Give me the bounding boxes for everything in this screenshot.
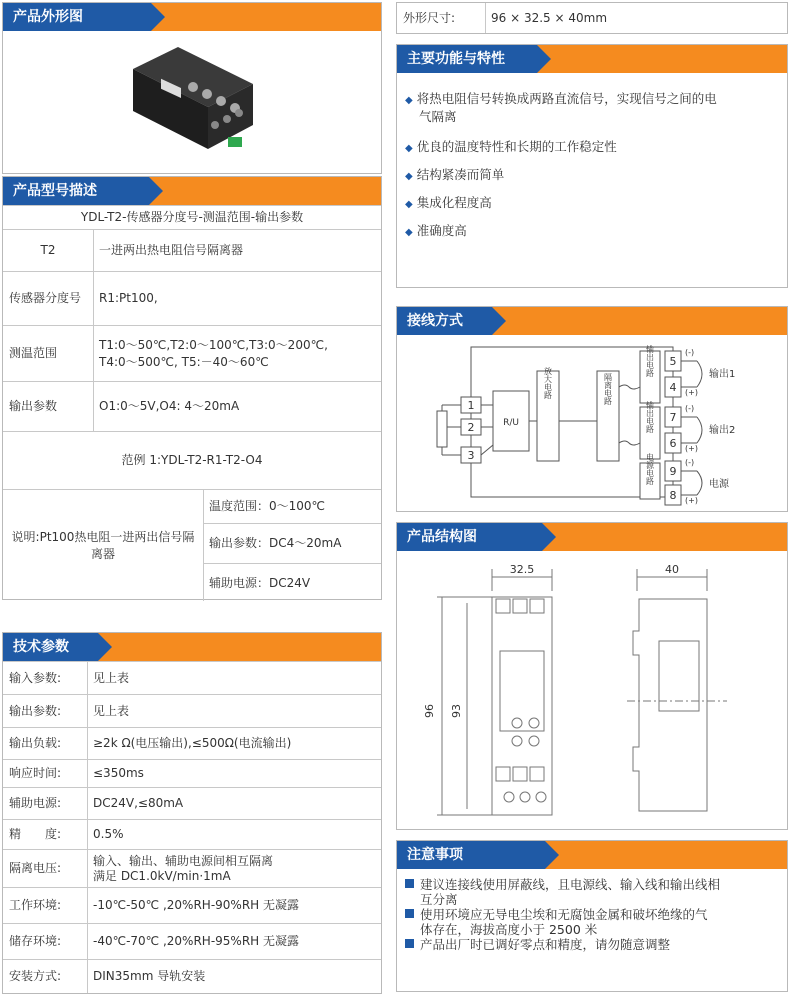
appearance-header	[3, 3, 381, 31]
tech-value: -10℃-50℃ ,20%RH-90%RH 无凝露	[93, 898, 299, 912]
tech-value: DC24V,≤80mA	[93, 796, 184, 810]
note-item: 温度范围：0～100℃	[203, 490, 381, 524]
tech-label: 工作环境:	[9, 898, 62, 912]
tech-label: 响应时间:	[9, 766, 62, 780]
feature-item: ◆ 将热电阻信号转换成两路直流信号，实现信号之间的电	[405, 91, 717, 106]
tech-row	[3, 923, 381, 959]
terminal-8: 8	[669, 489, 677, 502]
note-item-cont: 体存在，海拔高度小于 2500 米	[420, 922, 598, 937]
depth-dim: 40	[665, 563, 679, 576]
model-row-label: 测温范围	[9, 346, 58, 360]
model-row	[3, 271, 381, 325]
diamond-bullet-icon: ◆	[405, 171, 413, 182]
tech-label: 隔离电压:	[9, 861, 62, 875]
range-line-2: T4:0～500℃, T5:－40～60℃	[99, 354, 269, 369]
tech-value	[87, 850, 381, 887]
model-row-value: 一进两出热电阻信号隔离器	[99, 243, 244, 257]
model-panel	[2, 176, 382, 600]
minus-label: (-)	[685, 458, 695, 467]
model-row	[3, 325, 381, 381]
size-panel	[396, 2, 788, 34]
tech-label: 储存环境:	[9, 934, 62, 948]
terminal-1: 1	[467, 399, 475, 412]
note-row	[3, 489, 381, 601]
model-title: 产品型号描述	[3, 177, 149, 205]
example-row	[3, 431, 381, 489]
feature-item: ◆ 集成化程度高	[405, 195, 492, 210]
square-bullet-icon	[405, 879, 414, 888]
tech-value: 见上表	[93, 703, 130, 718]
model-code-row	[3, 205, 381, 229]
product-photo	[123, 39, 263, 155]
width-dim: 32.5	[509, 563, 535, 576]
minus-label: (-)	[685, 348, 695, 357]
model-row	[3, 229, 381, 271]
plus-label: (+)	[685, 496, 698, 505]
iso-line-1: 输入、输出、辅助电源间相互隔离	[93, 853, 274, 868]
terminal-7: 7	[669, 411, 677, 424]
square-bullet-icon	[405, 909, 414, 918]
appearance-panel	[2, 2, 382, 174]
note-item: 使用环境应无导电尘埃和无腐蚀金属和破坏绝缘的气	[405, 907, 781, 922]
tech-label: 安装方式:	[9, 969, 62, 983]
structure-panel	[396, 522, 788, 830]
note-item: 建议连接线使用屏蔽线，且电源线、输入线和输出线相	[405, 877, 781, 892]
plus-label: (+)	[685, 444, 698, 453]
terminal-5: 5	[669, 355, 677, 368]
tech-value: 见上表	[93, 670, 130, 685]
structure-title: 产品结构图	[397, 523, 542, 551]
structure-header	[397, 523, 787, 551]
tech-panel	[2, 632, 382, 994]
model-row-value: R1:Pt100,	[99, 291, 158, 305]
ru-block: R/U	[503, 418, 519, 428]
model-row	[3, 381, 381, 431]
note-item: 辅助电源：DC24V	[209, 575, 311, 590]
iso-block: 隔离电路	[603, 373, 613, 405]
terminal-6: 6	[669, 437, 677, 450]
out2-block: 输出电路	[645, 401, 655, 433]
feature-item: ◆ 结构紧凑而简单	[405, 167, 505, 182]
tech-title: 技术参数	[3, 633, 98, 661]
tech-label: 辅助电源:	[9, 796, 62, 810]
tech-row	[3, 694, 381, 727]
model-row-label: T2	[40, 243, 56, 257]
feature-item-cont: 气隔离	[419, 109, 457, 124]
plus-label: (+)	[685, 388, 698, 397]
tech-header	[3, 633, 381, 661]
out1-block: 输出电路	[645, 345, 655, 377]
notes-title: 注意事项	[397, 841, 545, 869]
minus-label: (-)	[685, 404, 695, 413]
tech-value: ≥2k Ω(电压输出),≤500Ω(电流输出)	[93, 736, 292, 750]
features-panel	[396, 44, 788, 288]
diamond-bullet-icon: ◆	[405, 199, 413, 210]
tech-value: ≤350ms	[93, 766, 144, 780]
appearance-title: 产品外形图	[3, 3, 151, 31]
terminal-4: 4	[669, 381, 677, 394]
range-line-1: T1:0～50℃,T2:0～100℃,T3:0～200℃,	[99, 337, 328, 352]
example-text: 范例 1:YDL-T2-R1-T2-O4	[121, 453, 263, 467]
terminal-2: 2	[467, 421, 475, 434]
iso-line-2: 满足 DC1.0kV/min·1mA	[93, 868, 231, 883]
features-title: 主要功能与特性	[397, 45, 537, 73]
tech-value: -40℃-70℃ ,20%RH-95%RH 无凝露	[93, 934, 299, 948]
out2-label: 输出2	[709, 425, 736, 436]
tech-row	[3, 959, 381, 993]
tech-label: 精 度:	[9, 827, 62, 841]
tech-label: 输出负载:	[9, 736, 62, 750]
tech-row	[3, 661, 381, 694]
pwr-block: 电源电路	[645, 453, 655, 485]
notes-header	[397, 841, 787, 869]
square-bullet-icon	[405, 939, 414, 948]
structure-drawing	[397, 551, 787, 829]
model-row-label: 传感器分度号	[9, 291, 82, 305]
wiring-header	[397, 307, 787, 335]
power-label: 电源	[709, 479, 729, 490]
terminal-9: 9	[669, 465, 677, 478]
tech-label: 输入参数:	[9, 670, 62, 685]
feature-item: ◆ 优良的温度特性和长期的工作稳定性	[405, 139, 617, 154]
amp-block: 放大电路	[543, 367, 553, 399]
tech-label: 输出参数:	[9, 703, 62, 718]
note-item: 产品出厂时已调好零点和精度，请勿随意调整	[405, 937, 781, 952]
note-item-cont: 互分离	[420, 892, 458, 907]
diamond-bullet-icon: ◆	[405, 143, 413, 154]
height-dim-93: 93	[450, 704, 463, 718]
model-row-value: O1:0～5V,O4: 4～20mA	[99, 399, 240, 413]
tech-row	[3, 849, 381, 887]
size-value: 96 × 32.5 × 40mm	[491, 10, 608, 25]
tech-value: 0.5%	[93, 827, 124, 841]
note-label: 说明:Pt100热电阻一进两出信号隔离器	[11, 529, 195, 561]
wiring-diagram	[397, 335, 787, 511]
model-header	[3, 177, 381, 205]
notes-list	[405, 877, 781, 952]
note-item: 输出参数：DC4～20mA	[203, 524, 381, 564]
diamond-bullet-icon: ◆	[405, 95, 413, 106]
tech-row	[3, 759, 381, 787]
model-code: YDL-T2-传感器分度号-测温范围-输出参数	[80, 210, 304, 224]
tech-value: DIN35mm 导轨安装	[93, 969, 206, 983]
tech-row	[3, 887, 381, 923]
features-header	[397, 45, 787, 73]
model-row-value	[93, 326, 381, 381]
wiring-panel	[396, 306, 788, 512]
model-row-label: 输出参数	[9, 399, 58, 413]
diamond-bullet-icon: ◆	[405, 227, 413, 238]
out1-label: 输出1	[709, 369, 736, 380]
tech-row	[3, 727, 381, 759]
wiring-title: 接线方式	[397, 307, 492, 335]
size-label: 外形尺寸:	[403, 10, 456, 25]
feature-item: ◆ 准确度高	[405, 223, 467, 238]
tech-row	[3, 787, 381, 819]
tech-row	[3, 819, 381, 849]
height-dim-96: 96	[423, 704, 436, 718]
notes-panel	[396, 840, 788, 992]
terminal-3: 3	[467, 449, 475, 462]
